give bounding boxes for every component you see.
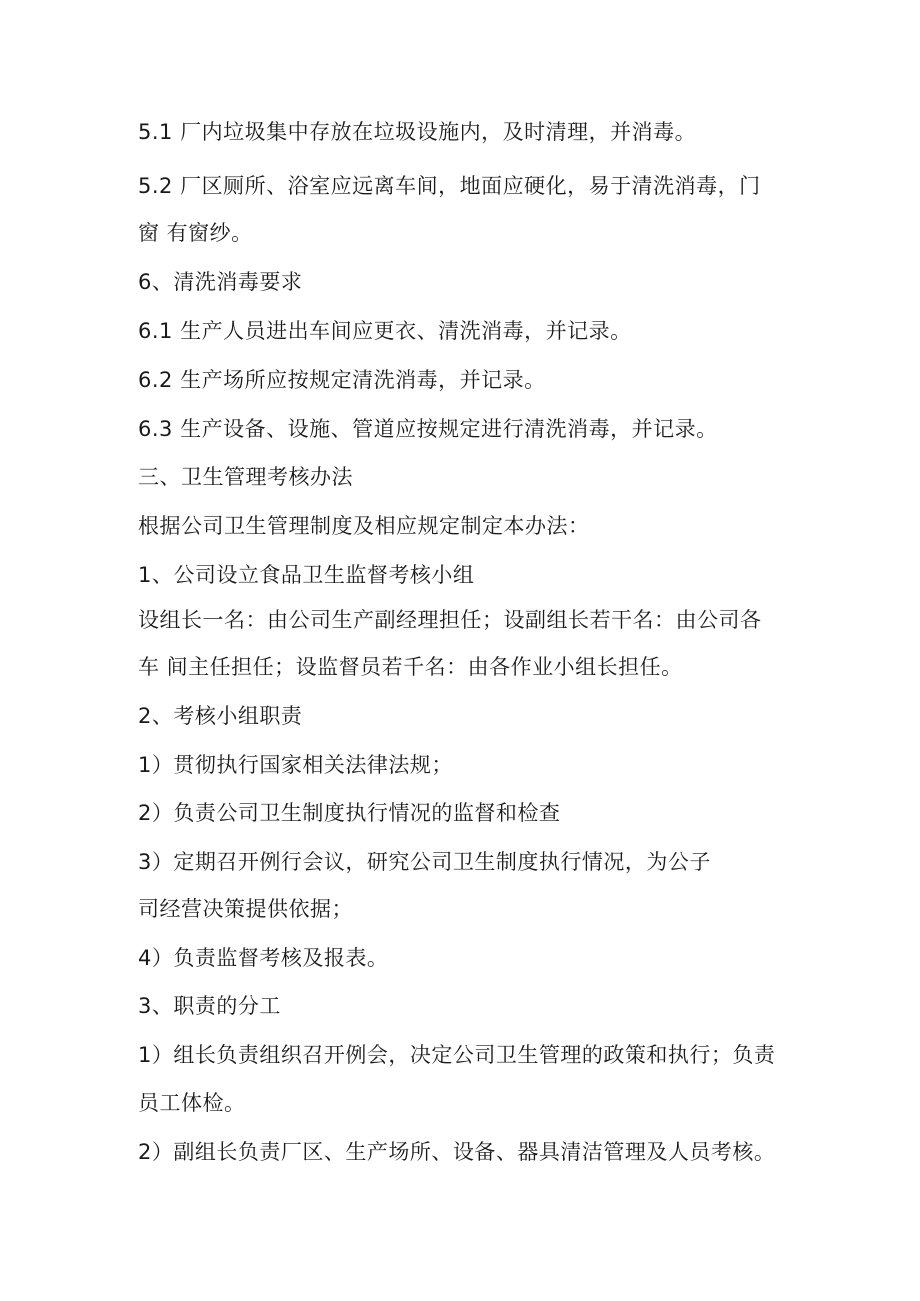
- text-line: 6.2 生产场所应按规定清洗消毒，并记录。: [138, 368, 546, 392]
- text-line: 设组长一名：由公司生产副经理担任；设副组长若干名：由公司各: [138, 608, 762, 632]
- list-item-continuation: 司经营决策提供依据；: [138, 897, 353, 921]
- list-item: 2）副组长负责厂区、生产场所、设备、器具清洁管理及人员考核。: [138, 1140, 776, 1164]
- section-heading: 三、卫生管理考核办法: [138, 465, 353, 489]
- text-line: 6.1 生产人员进出车间应更衣、清洗消毒，并记录。: [138, 319, 632, 343]
- text-line: 窗 有窗纱。: [138, 221, 253, 245]
- section-heading: 3、职责的分工: [138, 994, 281, 1018]
- list-item: 4）负责监督考核及报表。: [138, 946, 389, 970]
- text-line: 5.2 厂区厕所、浴室应远离车间，地面应硬化，易于清洗消毒，门: [138, 174, 761, 198]
- text-line: 5.1 厂内垃圾集中存放在垃圾设施内，及时清理，并消毒。: [138, 120, 697, 144]
- list-item: 2）负责公司卫生制度执行情况的监督和检查: [138, 801, 561, 825]
- text-line: 车 间主任担任；设监督员若千名：由各作业小组长担任。: [138, 655, 683, 679]
- list-item: 1）贯彻执行国家相关法律法规；: [138, 753, 453, 777]
- section-heading: 2、考核小组职责: [138, 704, 303, 728]
- section-heading: 1、公司设立食品卫生监督考核小组: [138, 563, 475, 587]
- section-heading: 6、清洗消毒要求: [138, 270, 303, 294]
- text-line: 根据公司卫生管理制度及相应规定制定本办法：: [138, 514, 590, 538]
- list-item: 3）定期召开例行会议，研究公司卫生制度执行情况，为公子: [138, 850, 711, 874]
- list-item: 1）组长负责组织召开例会，决定公司卫生管理的政策和执行；负责: [138, 1043, 776, 1067]
- list-item-continuation: 员工体检。: [138, 1091, 246, 1115]
- text-line: 6.3 生产设备、设施、管道应按规定进行清洗消毒，并记录。: [138, 417, 718, 441]
